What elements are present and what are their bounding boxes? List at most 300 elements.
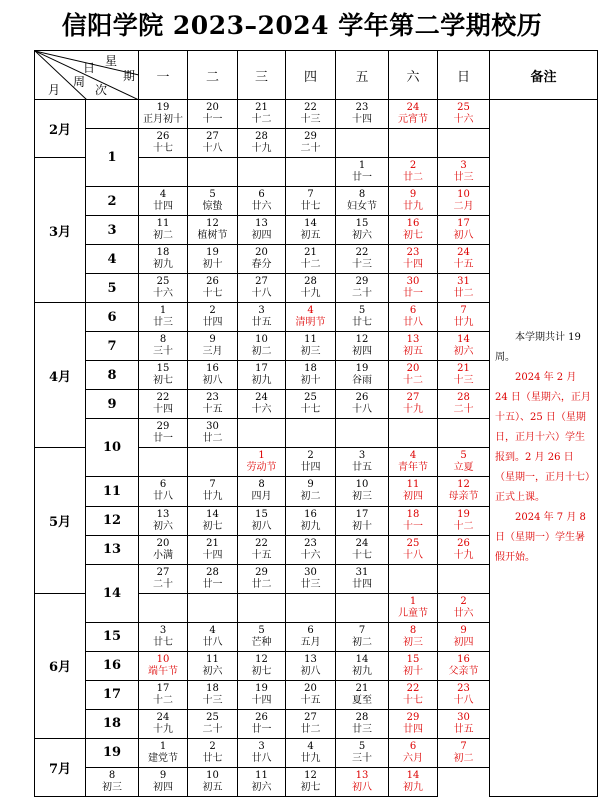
lunar-label: 廿四 (300, 462, 321, 474)
date-number: 7 (460, 305, 467, 317)
date-number: 9 (409, 189, 417, 201)
date-number: 13 (255, 218, 268, 230)
day-cell-sat (389, 506, 438, 535)
date-number: 10 (206, 769, 219, 781)
date-number: 24 (355, 537, 369, 549)
day-cell-thu (286, 651, 336, 680)
date-number: 23 (304, 537, 317, 549)
corner-label-xing: 星 (105, 54, 118, 68)
note-registration: 2024 年 2 月 24 日（星期六，正月十五）、25 日（星期日，正月十六）学生报到。2 月 26 日（星期一，正月十七）正式上课。 (495, 372, 591, 504)
lunar-label: 十五 (251, 549, 272, 561)
day-cell-mon (139, 738, 188, 767)
day-cell-sat (389, 332, 438, 361)
day-cell-fri (336, 216, 389, 245)
date-number: 14 (206, 508, 219, 520)
lunar-label: 初九 (300, 520, 321, 532)
day-cell-mon (139, 535, 188, 564)
lunar-label: 十四 (202, 549, 223, 561)
day-cell-fri (336, 651, 389, 680)
lunar-label: 廿三 (352, 723, 372, 735)
day-cell-mon (139, 187, 188, 216)
date-number: 3 (159, 624, 167, 636)
lunar-label: 植树节 (197, 230, 228, 242)
lunar-label: 初六 (251, 781, 272, 793)
lunar-label: 初九 (251, 375, 272, 387)
date-number: 26 (156, 131, 170, 143)
day-cell-wed (238, 274, 286, 303)
day-cell-mon (139, 216, 188, 245)
date-number: 5 (209, 189, 216, 201)
empty-day-cell (238, 158, 286, 187)
day-cell-fri (336, 332, 389, 361)
date-number: 2 (409, 160, 417, 172)
lunar-label: 青年节 (398, 462, 428, 474)
day-cell-fri (336, 245, 389, 274)
day-cell-sun (389, 767, 438, 796)
day-cell-fri (336, 477, 389, 506)
day-cell-fri (336, 506, 389, 535)
lunar-label: 廿四 (153, 201, 173, 213)
date-number: 30 (304, 566, 317, 578)
lunar-label: 初十 (300, 375, 321, 387)
date-number: 8 (159, 334, 167, 346)
week-number: 13 (86, 535, 139, 564)
lunar-label: 初六 (453, 346, 474, 358)
day-cell-tue (188, 535, 238, 564)
empty-day-cell (336, 419, 389, 448)
lunar-label: 廿二 (300, 723, 321, 735)
notes-column (490, 100, 598, 797)
date-number: 24 (406, 102, 420, 114)
day-cell-fri (336, 303, 389, 332)
lunar-label: 廿四 (202, 317, 223, 329)
date-number: 10 (255, 334, 268, 346)
day-cell-thu (286, 390, 336, 419)
day-cell-thu (286, 535, 336, 564)
day-cell-mon (139, 477, 188, 506)
date-number: 24 (457, 247, 470, 259)
day-cell-sat (389, 274, 438, 303)
date-number: 15 (355, 218, 369, 230)
day-cell-thu (286, 477, 336, 506)
lunar-label: 初八 (251, 520, 272, 532)
date-number: 20 (206, 102, 219, 114)
date-number: 7 (460, 740, 467, 752)
lunar-label: 初四 (251, 230, 272, 242)
lunar-label: 春分 (251, 259, 272, 271)
day-cell-sat (389, 187, 438, 216)
day-cell-tue (188, 477, 238, 506)
day-cell-sun (438, 448, 490, 477)
day-cell-sun (438, 187, 490, 216)
week-number: 18 (86, 709, 139, 738)
date-number: 15 (156, 363, 170, 375)
day-cell-fri (336, 622, 389, 651)
day-cell-mon (86, 767, 139, 796)
lunar-label: 初九 (352, 665, 372, 677)
lunar-label: 十四 (251, 694, 272, 706)
date-number: 1 (358, 160, 366, 172)
lunar-label: 廿七 (352, 317, 372, 329)
lunar-label: 五月 (300, 636, 321, 648)
day-cell-wed (238, 129, 286, 158)
lunar-label: 廿一 (202, 578, 223, 590)
lunar-label: 廿三 (300, 578, 321, 590)
date-number: 5 (460, 450, 467, 462)
lunar-label: 正月初十 (143, 114, 183, 126)
month-label: 4月 (35, 303, 86, 448)
lunar-label: 廿五 (251, 317, 272, 329)
date-number: 31 (457, 276, 470, 288)
day-cell-mon (139, 564, 188, 593)
month-label: 6月 (35, 593, 86, 738)
lunar-label: 六月 (403, 752, 423, 764)
date-number: 5 (258, 624, 265, 636)
date-number: 26 (206, 276, 219, 288)
date-number: 14 (355, 653, 369, 665)
empty-day-cell (336, 593, 389, 622)
date-number: 6 (409, 740, 417, 752)
lunar-label: 初二 (453, 752, 474, 764)
date-number: 23 (406, 247, 420, 259)
date-number: 11 (406, 479, 420, 491)
lunar-label: 廿二 (453, 288, 474, 300)
lunar-label: 二十 (352, 288, 372, 300)
day-cell-tue (188, 361, 238, 390)
day-cell-tue (188, 419, 238, 448)
week-number: 17 (86, 680, 139, 709)
day-cell-fri (286, 767, 336, 796)
date-number: 11 (255, 769, 268, 781)
lunar-label: 廿七 (153, 636, 173, 648)
day-cell-sun (438, 274, 490, 303)
day-cell-sun (438, 651, 490, 680)
day-cell-wed (238, 303, 286, 332)
date-number: 13 (156, 508, 170, 520)
date-number: 12 (304, 769, 317, 781)
note-semester-length: 本学期共计 19 周。 (495, 332, 581, 364)
lunar-label: 初五 (403, 346, 423, 358)
corner-label-qi: 期 (123, 69, 136, 83)
date-number: 25 (406, 537, 420, 549)
lunar-label: 廿七 (300, 201, 321, 213)
corner-label-ri: 日 (83, 61, 96, 75)
week-number: 7 (86, 332, 139, 361)
day-cell-sun (438, 535, 490, 564)
date-number: 12 (255, 653, 268, 665)
date-number: 13 (304, 653, 317, 665)
date-number: 20 (406, 363, 420, 375)
date-number: 10 (355, 479, 369, 491)
lunar-label: 谷雨 (352, 375, 372, 387)
day-cell-sun (438, 680, 490, 709)
week-number: 5 (86, 274, 139, 303)
lunar-label: 夏至 (352, 694, 372, 706)
date-number: 17 (255, 363, 268, 375)
lunar-label: 十六 (153, 288, 173, 300)
date-number: 27 (206, 131, 219, 143)
date-number: 28 (304, 276, 317, 288)
date-number: 12 (355, 334, 369, 346)
date-number: 25 (457, 102, 470, 114)
calendar-table (34, 50, 598, 797)
date-number: 3 (258, 740, 265, 752)
lunar-label: 十九 (453, 549, 474, 561)
corner-label-yue: 月 (48, 83, 61, 97)
lunar-label: 元宵节 (398, 114, 428, 126)
empty-day-cell (139, 448, 188, 477)
day-cell-mon (139, 680, 188, 709)
date-number: 31 (355, 566, 369, 578)
lunar-label: 四月 (251, 491, 272, 503)
empty-day-cell (438, 129, 490, 158)
date-number: 25 (304, 392, 317, 404)
date-number: 28 (355, 711, 369, 723)
day-cell-wed (238, 680, 286, 709)
day-cell-mon (139, 651, 188, 680)
empty-day-cell (238, 419, 286, 448)
lunar-label: 三十 (153, 346, 173, 358)
lunar-label: 二月 (453, 201, 474, 213)
lunar-label: 初八 (300, 665, 321, 677)
lunar-label: 廿一 (352, 172, 372, 184)
lunar-label: 初六 (352, 230, 372, 242)
empty-day-cell (389, 564, 438, 593)
day-cell-mon (139, 361, 188, 390)
date-number: 25 (206, 711, 219, 723)
lunar-label: 初十 (403, 665, 423, 677)
day-cell-sun (438, 158, 490, 187)
lunar-label: 廿八 (251, 752, 272, 764)
day-cell-tue (188, 274, 238, 303)
day-header-sun: 日 (438, 51, 490, 100)
day-cell-mon (139, 390, 188, 419)
lunar-label: 十一 (202, 114, 223, 126)
week-cell-empty (86, 100, 139, 129)
lunar-label: 廿六 (251, 201, 272, 213)
week-number: 4 (86, 245, 139, 274)
lunar-label: 建党节 (148, 752, 178, 764)
day-cell-sat (389, 535, 438, 564)
lunar-label: 十七 (352, 549, 372, 561)
day-cell-tue (188, 216, 238, 245)
lunar-label: 妇女节 (347, 201, 377, 213)
week-number: 12 (86, 506, 139, 535)
lunar-label: 廿四 (403, 723, 423, 735)
day-cell-wed (238, 216, 286, 245)
day-cell-tue (188, 100, 238, 129)
day-cell-mon (139, 303, 188, 332)
empty-day-cell (139, 593, 188, 622)
date-number: 1 (409, 595, 417, 607)
lunar-label: 十七 (403, 694, 423, 706)
date-number: 10 (156, 653, 170, 665)
lunar-label: 廿二 (251, 578, 272, 590)
lunar-label: 初六 (153, 520, 173, 532)
date-number: 3 (258, 305, 265, 317)
day-cell-thu (286, 187, 336, 216)
month-label: 2月 (35, 100, 86, 158)
date-number: 5 (358, 740, 366, 752)
lunar-label: 十二 (153, 694, 173, 706)
note-summer-break: 2024 年 7 月 8 日（星期一）学生暑假开始。 (495, 512, 586, 564)
date-number: 7 (307, 189, 314, 201)
date-number: 4 (209, 624, 216, 636)
date-number: 4 (159, 189, 167, 201)
date-number: 22 (156, 392, 170, 404)
empty-day-cell (286, 158, 336, 187)
date-number: 27 (304, 711, 317, 723)
day-cell-thu (286, 506, 336, 535)
date-number: 22 (406, 682, 420, 694)
day-cell-sat (389, 245, 438, 274)
date-number: 20 (156, 537, 170, 549)
date-number: 23 (355, 102, 369, 114)
month-label: 7月 (35, 738, 86, 796)
date-number: 14 (406, 769, 420, 781)
week-number: 9 (86, 390, 139, 419)
day-cell-tue (188, 187, 238, 216)
day-cell-wed (238, 187, 286, 216)
date-number: 1 (159, 740, 167, 752)
empty-day-cell (188, 158, 238, 187)
date-number: 12 (206, 218, 219, 230)
day-cell-thu (286, 100, 336, 129)
day-cell-tue (188, 651, 238, 680)
date-number: 2 (209, 740, 216, 752)
lunar-label: 廿八 (202, 636, 223, 648)
date-number: 16 (406, 218, 420, 230)
lunar-label: 十七 (153, 143, 173, 155)
lunar-label: 初七 (251, 665, 272, 677)
week-number: 19 (86, 738, 139, 767)
date-number: 14 (457, 334, 470, 346)
lunar-label: 初八 (202, 375, 223, 387)
day-cell-wed (238, 506, 286, 535)
lunar-label: 廿一 (403, 288, 423, 300)
date-number: 8 (409, 624, 417, 636)
lunar-label: 廿九 (453, 317, 474, 329)
lunar-label: 初九 (153, 259, 173, 271)
date-number: 30 (406, 276, 420, 288)
lunar-label: 廿一 (153, 433, 173, 445)
day-cell-fri (336, 738, 389, 767)
day-cell-sun (438, 100, 490, 129)
day-header-wed: 三 (238, 51, 286, 100)
lunar-label: 十四 (153, 404, 173, 416)
date-number: 4 (409, 450, 417, 462)
day-cell-sun (438, 477, 490, 506)
day-cell-mon (139, 245, 188, 274)
lunar-label: 三月 (202, 346, 223, 358)
date-number: 18 (406, 508, 420, 520)
day-cell-sat (389, 738, 438, 767)
empty-day-cell (286, 593, 336, 622)
date-number: 16 (457, 653, 470, 665)
date-number: 6 (159, 479, 167, 491)
date-number: 1 (258, 450, 265, 462)
day-cell-thu (238, 767, 286, 796)
day-cell-wed (188, 767, 238, 796)
day-cell-tue (188, 622, 238, 651)
header-row (35, 51, 598, 100)
day-cell-thu (286, 303, 336, 332)
day-header-thu: 四 (286, 51, 336, 100)
date-number: 22 (355, 247, 369, 259)
date-number: 20 (304, 682, 317, 694)
week-number: 11 (86, 477, 139, 506)
date-number: 26 (255, 711, 268, 723)
lunar-label: 初五 (300, 230, 321, 242)
lunar-label: 初四 (153, 781, 173, 793)
lunar-label: 廿九 (202, 491, 223, 503)
day-cell-wed (238, 477, 286, 506)
lunar-label: 廿三 (153, 317, 173, 329)
day-cell-sun (438, 738, 490, 767)
day-cell-sun (438, 361, 490, 390)
date-number: 16 (304, 508, 317, 520)
day-cell-mon (139, 709, 188, 738)
day-cell-thu (286, 709, 336, 738)
date-number: 23 (457, 682, 470, 694)
lunar-label: 立夏 (453, 462, 474, 474)
lunar-label: 廿一 (251, 723, 272, 735)
lunar-label: 十二 (300, 259, 321, 271)
date-number: 24 (255, 392, 268, 404)
date-number: 8 (258, 479, 265, 491)
lunar-label: 十六 (251, 404, 272, 416)
empty-day-cell (438, 564, 490, 593)
lunar-label: 劳动节 (246, 462, 277, 474)
lunar-label: 十九 (251, 143, 272, 155)
lunar-label: 十七 (202, 288, 223, 300)
day-cell-thu (286, 332, 336, 361)
date-number: 21 (457, 363, 470, 375)
lunar-label: 十五 (300, 694, 321, 706)
date-number: 14 (304, 218, 317, 230)
day-cell-thu (286, 680, 336, 709)
week-number: 14 (86, 564, 139, 622)
day-header-sat: 六 (389, 51, 438, 100)
day-cell-tue (188, 680, 238, 709)
lunar-label: 清明节 (295, 317, 326, 329)
day-header-tue: 二 (188, 51, 238, 100)
day-cell-sun (438, 303, 490, 332)
lunar-label: 十八 (403, 549, 423, 561)
day-cell-fri (336, 448, 389, 477)
day-cell-tue (188, 709, 238, 738)
day-cell-wed (238, 535, 286, 564)
date-number: 22 (304, 102, 317, 114)
empty-day-cell (188, 448, 238, 477)
date-number: 12 (457, 479, 470, 491)
day-cell-fri (336, 158, 389, 187)
date-number: 28 (255, 131, 268, 143)
lunar-label: 初七 (403, 230, 423, 242)
day-cell-thu (286, 738, 336, 767)
lunar-label: 廿二 (202, 433, 223, 445)
day-cell-wed (238, 100, 286, 129)
date-number: 13 (355, 769, 369, 781)
corner-label-zhou: 周 (73, 75, 86, 89)
day-cell-thu (286, 448, 336, 477)
day-cell-sun (438, 622, 490, 651)
date-number: 29 (156, 421, 170, 433)
lunar-label: 初七 (202, 520, 223, 532)
day-cell-tue (188, 390, 238, 419)
date-number: 27 (406, 392, 420, 404)
day-cell-mon (139, 274, 188, 303)
